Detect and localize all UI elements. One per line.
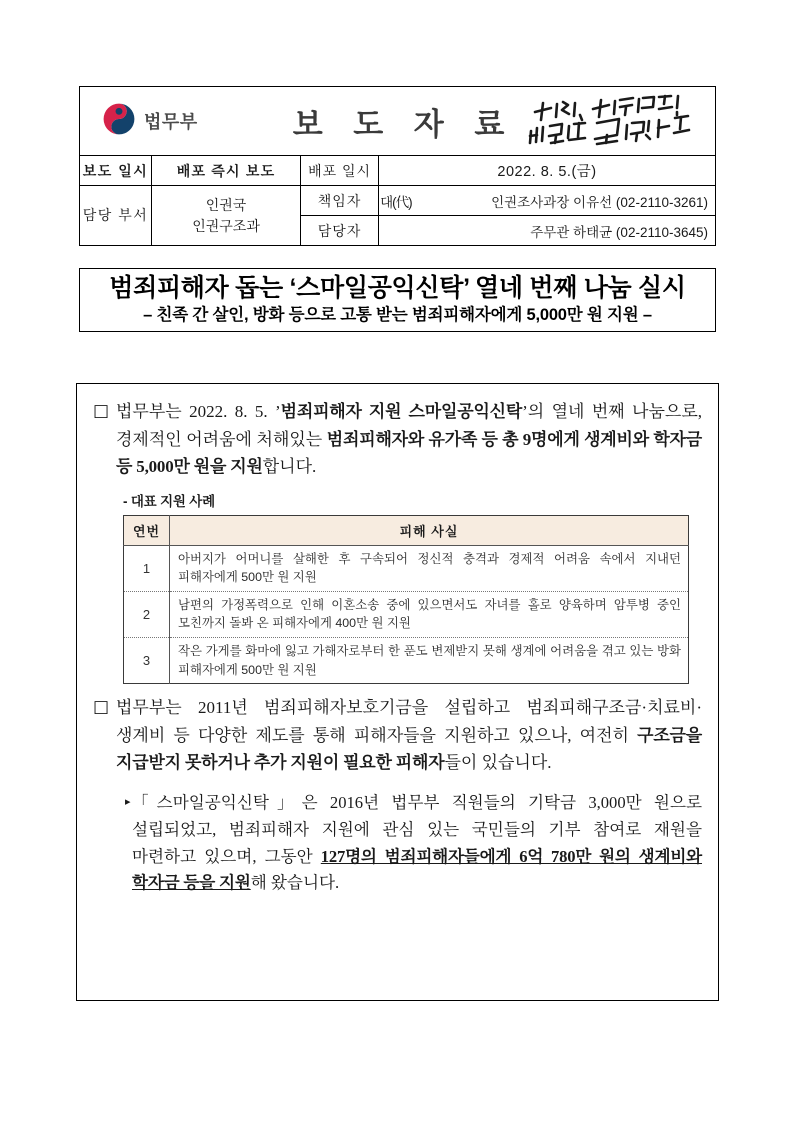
table-row xyxy=(124,591,689,637)
manager-value xyxy=(379,186,716,216)
p3-seg2: 해 왔습니다. xyxy=(250,873,340,893)
p2-emphasis-1: 구조금을 지급받지 못하거나 추가 지원이 필요한 피해자 xyxy=(116,725,702,773)
government-slogan xyxy=(523,93,701,149)
masthead-row xyxy=(80,87,716,156)
department-line-2: 인권구조과 xyxy=(192,217,260,234)
paragraph-3 xyxy=(93,790,702,898)
case-col-fact: 피해 사실 xyxy=(170,515,689,545)
case-row-3-no: 3 xyxy=(124,638,170,684)
paragraph-2 xyxy=(93,694,702,777)
department-line-1: 인권국 xyxy=(205,197,247,214)
manager-row xyxy=(80,186,716,216)
manager-label: 책임자 xyxy=(301,186,379,216)
p1-seg3: 합니다. xyxy=(262,457,317,477)
case-row-1-fact: 아버지가 어머니를 살해한 후 구속되어 정신적 충격과 경제적 어려움 속에서 지내던 피해자에게 500만 원 지원 xyxy=(170,545,689,591)
p3-emphasis-underline: 127명의 범죄피해자들에게 6억 780만 원의 생계비와 학자금 등을 지원 xyxy=(132,846,702,893)
ministry-name: 법무부 xyxy=(144,112,198,132)
embargo-row xyxy=(80,156,716,186)
paragraph-1-text xyxy=(116,398,702,481)
ministry-logo xyxy=(102,102,288,141)
case-row-2-fact: 남편의 가정폭력으로 인해 이혼소송 중에 있으면서도 자녀를 홀로 양육하며 암투병 중인 모친까지 돌봐 온 피해자에게 400만 원 지원 xyxy=(170,591,689,637)
p1-emphasis-2: 범죄피해자와 유가족 등 총 9명에게 생계비와 학자금 등 5,000만 원을 지원 xyxy=(116,429,702,477)
table-row xyxy=(124,638,689,684)
embargo-value: 배포 즉시 보도 xyxy=(152,156,301,186)
p3-seg1: 「스마일공익신탁」은 2016년 법무부 직원들의 기탁금 3,000만 원으로 설립되었고, 범죄피해자 지원에 관심 있는 국민들의 기부 참여로 재원을 마련하고 있으며, 그동안 xyxy=(132,792,702,866)
case-row-2-no: 2 xyxy=(124,591,170,637)
paragraph-2-text xyxy=(116,694,702,777)
paragraph-3-text xyxy=(132,790,702,898)
headline-main: 범죄피해자 돕는 ‘스마일공익신탁’ 열네 번째 나눔 실시 xyxy=(109,274,686,302)
case-table-header-row xyxy=(124,515,689,545)
table-row xyxy=(124,545,689,591)
paragraph-3-marker: ▸ xyxy=(125,794,131,808)
taegeuk-icon xyxy=(102,102,136,141)
case-row-1-no: 1 xyxy=(124,545,170,591)
contact-value: 주무관 하태균 (02-2110-3645) xyxy=(379,216,716,246)
content-box xyxy=(76,383,719,1001)
paragraph-1-marker: □ xyxy=(93,401,110,421)
release-date-label: 배포 일시 xyxy=(301,156,379,186)
release-date-value: 2022. 8. 5.(금) xyxy=(379,156,716,186)
header-info-table xyxy=(79,86,716,246)
case-table-label: - 대표 지원 사례 xyxy=(123,493,215,509)
masthead-cell xyxy=(80,87,716,156)
headline-sub: – 친족 간 살인, 방화 등으로 고통 받는 범죄피해자에게 5,000만 원 지원 – xyxy=(143,306,652,324)
paragraph-2-marker: □ xyxy=(93,697,110,718)
p1-emphasis-1: 범죄피해자 지원 스마일공익신탁 xyxy=(280,402,523,421)
p2-seg2: 들이 있습니다. xyxy=(444,753,552,773)
p1-seg1: 법무부는 2022. 8. 5. ’ xyxy=(116,402,281,421)
p1-seg2: ’의 열네 번째 나눔으로, 경제적인 어려움에 처해있는 xyxy=(116,402,702,449)
case-row-3-fact: 작은 가게를 화마에 잃고 가해자로부터 한 푼도 변제받지 못해 생계에 어려움을 겪고 있는 방화 피해자에게 500만 원 지원 xyxy=(178,644,681,677)
document-type-title: 보 도 자 료 xyxy=(292,106,516,142)
manager-name-phone: 인권조사과장 이유선 (02-2110-3261) xyxy=(491,194,708,210)
case-col-no: 연번 xyxy=(124,515,170,545)
contact-label: 담당자 xyxy=(301,216,379,246)
p2-seg1: 법무부는 2011년 범죄피해자보호기금을 설립하고 범죄피해구조금·치료비·생계비 등 다양한 제도를 통해 피해자들을 지원하고 있으나, 여전히 xyxy=(116,698,702,745)
embargo-label: 보도 일시 xyxy=(80,156,152,186)
department-value xyxy=(152,186,301,246)
headline-box xyxy=(79,268,716,332)
department-label: 담당 부서 xyxy=(80,186,152,246)
support-case-table xyxy=(123,515,689,685)
acting-stamp: 대(代) xyxy=(380,194,412,210)
paragraph-1 xyxy=(93,398,702,481)
